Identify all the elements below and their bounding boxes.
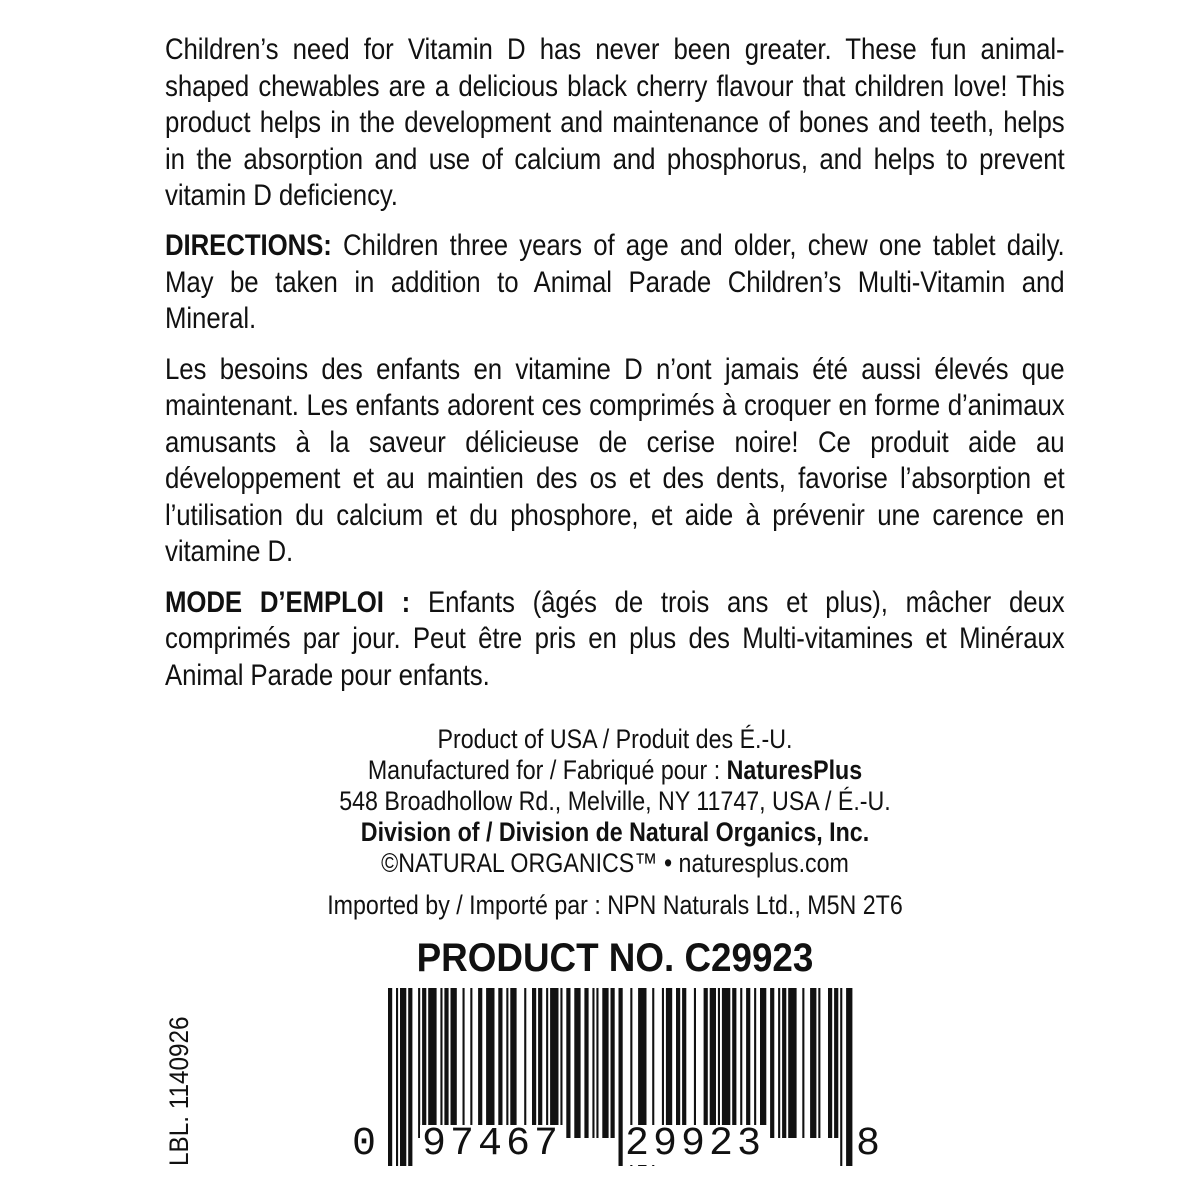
division-line xyxy=(228,817,1002,848)
barcode-bar xyxy=(694,988,696,1138)
barcode-bar xyxy=(846,988,852,1166)
barcode-bar xyxy=(388,988,392,1166)
barcode-bar xyxy=(560,988,562,1138)
french-description: Les besoins des enfants en vitamine D n’ont jamais été aussi élevés que maintenant. Les enfants adorent ces comprimés à croquer en forme d’animaux amusants à la saveur délicieuse de cerise noire! Ce produit aide au développement et au maintien des os et des dents, favorise l’absorption et l’utilisation du calcium et du phosphore, et aide à prévenir une carence en vitamine D. xyxy=(165,352,1065,568)
barcode-bar xyxy=(444,988,448,1138)
barcode-left-group: 97467 xyxy=(422,1122,563,1167)
barcode-bar xyxy=(408,988,412,1166)
barcode-bar xyxy=(818,988,820,1138)
barcode-bar xyxy=(440,988,442,1138)
english-description: Children’s need for Vitamin D has never been greater. These fun animal-shaped chewables are a delicious black cherry flavour that children love! This product helps in the development and maintenance of bones and teeth, helps in the absorption and use of calcium and phosphorus, and helps to prevent vitamin D deficiency. xyxy=(165,33,1065,212)
french-directions-heading: MODE D’EMPLOI : xyxy=(165,585,411,619)
barcode-bar xyxy=(470,988,472,1138)
product-number: PRODUCT NO. C29923 xyxy=(416,936,814,980)
barcode-bar xyxy=(710,988,716,1138)
barcode-bar xyxy=(718,988,720,1138)
barcode-bar xyxy=(574,988,580,1138)
division-text: Division of / Division de Natural Organics, Inc. xyxy=(360,817,870,847)
barcode-bar xyxy=(478,988,482,1138)
barcode-bar xyxy=(428,988,436,1138)
barcode-bar xyxy=(740,988,742,1138)
barcode-first-digit: 0 xyxy=(352,1122,377,1167)
barcode-bar xyxy=(666,988,672,1138)
product-origin: Product of USA / Produit des É.-U. xyxy=(437,724,793,754)
barcode-bar xyxy=(754,988,756,1138)
barcode-bar xyxy=(422,988,426,1138)
importer-line: Imported by / Importé par : NPN Naturals Ltd., M5N 2T6 xyxy=(327,890,903,920)
barcode-last-digit: 8 xyxy=(856,1122,881,1167)
barcode-bar xyxy=(834,988,838,1138)
barcode-bar xyxy=(682,988,686,1138)
barcode xyxy=(340,988,900,1178)
english-directions-heading: DIRECTIONS: xyxy=(165,229,332,262)
manufactured-prefix: Manufactured for / Fabriqué pour : xyxy=(367,755,727,785)
copyright-line: ©NATURAL ORGANICS™ • naturesplus.com xyxy=(381,848,849,878)
barcode-bar xyxy=(486,988,494,1138)
barcode-bar xyxy=(546,988,548,1138)
barcode-bar xyxy=(584,988,588,1138)
barcode-bar xyxy=(451,988,457,1138)
footer-block xyxy=(165,724,1065,921)
barcode-bar xyxy=(510,988,516,1138)
manufacturer-name: NaturesPlus xyxy=(726,755,863,785)
barcode-bar xyxy=(732,988,736,1138)
barcode-bar xyxy=(532,988,536,1138)
barcode-bar xyxy=(704,988,708,1138)
barcode-bar xyxy=(760,988,766,1138)
barcode-bar xyxy=(566,988,570,1138)
barcode-bar xyxy=(810,988,816,1138)
barcode-bar xyxy=(550,988,558,1138)
french-directions xyxy=(165,585,1065,695)
barcode-bar xyxy=(802,988,804,1138)
barcode-right-group: 29923 xyxy=(625,1122,766,1167)
barcode-bar xyxy=(788,988,796,1138)
barcode-bar xyxy=(746,988,750,1138)
barcode-bar xyxy=(538,988,542,1138)
barcode-bar xyxy=(400,988,406,1166)
barcode-bar xyxy=(770,988,774,1138)
barcode-bar xyxy=(778,988,780,1138)
manufacturer-address: 548 Broadhollow Rd., Melville, NY 11747, USA / É.-U. xyxy=(339,786,891,816)
english-directions xyxy=(165,228,1065,338)
manufactured-for xyxy=(228,755,1002,786)
barcode-bar xyxy=(396,988,398,1166)
barcode-bar xyxy=(592,988,594,1138)
label-text-block xyxy=(165,32,1065,708)
barcode-bar xyxy=(463,988,465,1138)
french-directions-text: Enfants (âgés de trois ans et plus), mâcher deux comprimés par jour. Peut être pris en plus des Multi-vitamines et Minéraux Animal Parade pour enfants. xyxy=(165,585,1065,692)
barcode-bar xyxy=(840,988,842,1166)
barcode-bar xyxy=(611,988,615,1138)
barcode-bar xyxy=(524,988,526,1138)
label-code: LBL. 1140926 xyxy=(164,1016,194,1166)
barcode-bar xyxy=(498,988,502,1138)
barcode-bar xyxy=(676,988,680,1138)
barcode-bar xyxy=(828,988,832,1138)
english-directions-text: Children three years of age and older, chew one tablet daily. May be taken in addition to Animal Parade Children’s Multi-Vitamin and Mineral. xyxy=(165,229,1065,335)
barcode-bar xyxy=(722,988,730,1138)
barcode-bar xyxy=(782,988,786,1138)
barcode-bar xyxy=(596,988,598,1138)
barcode-bar xyxy=(506,988,508,1138)
barcode-bar xyxy=(662,988,664,1138)
barcode-bar xyxy=(418,988,420,1138)
barcode-bar xyxy=(602,988,608,1138)
